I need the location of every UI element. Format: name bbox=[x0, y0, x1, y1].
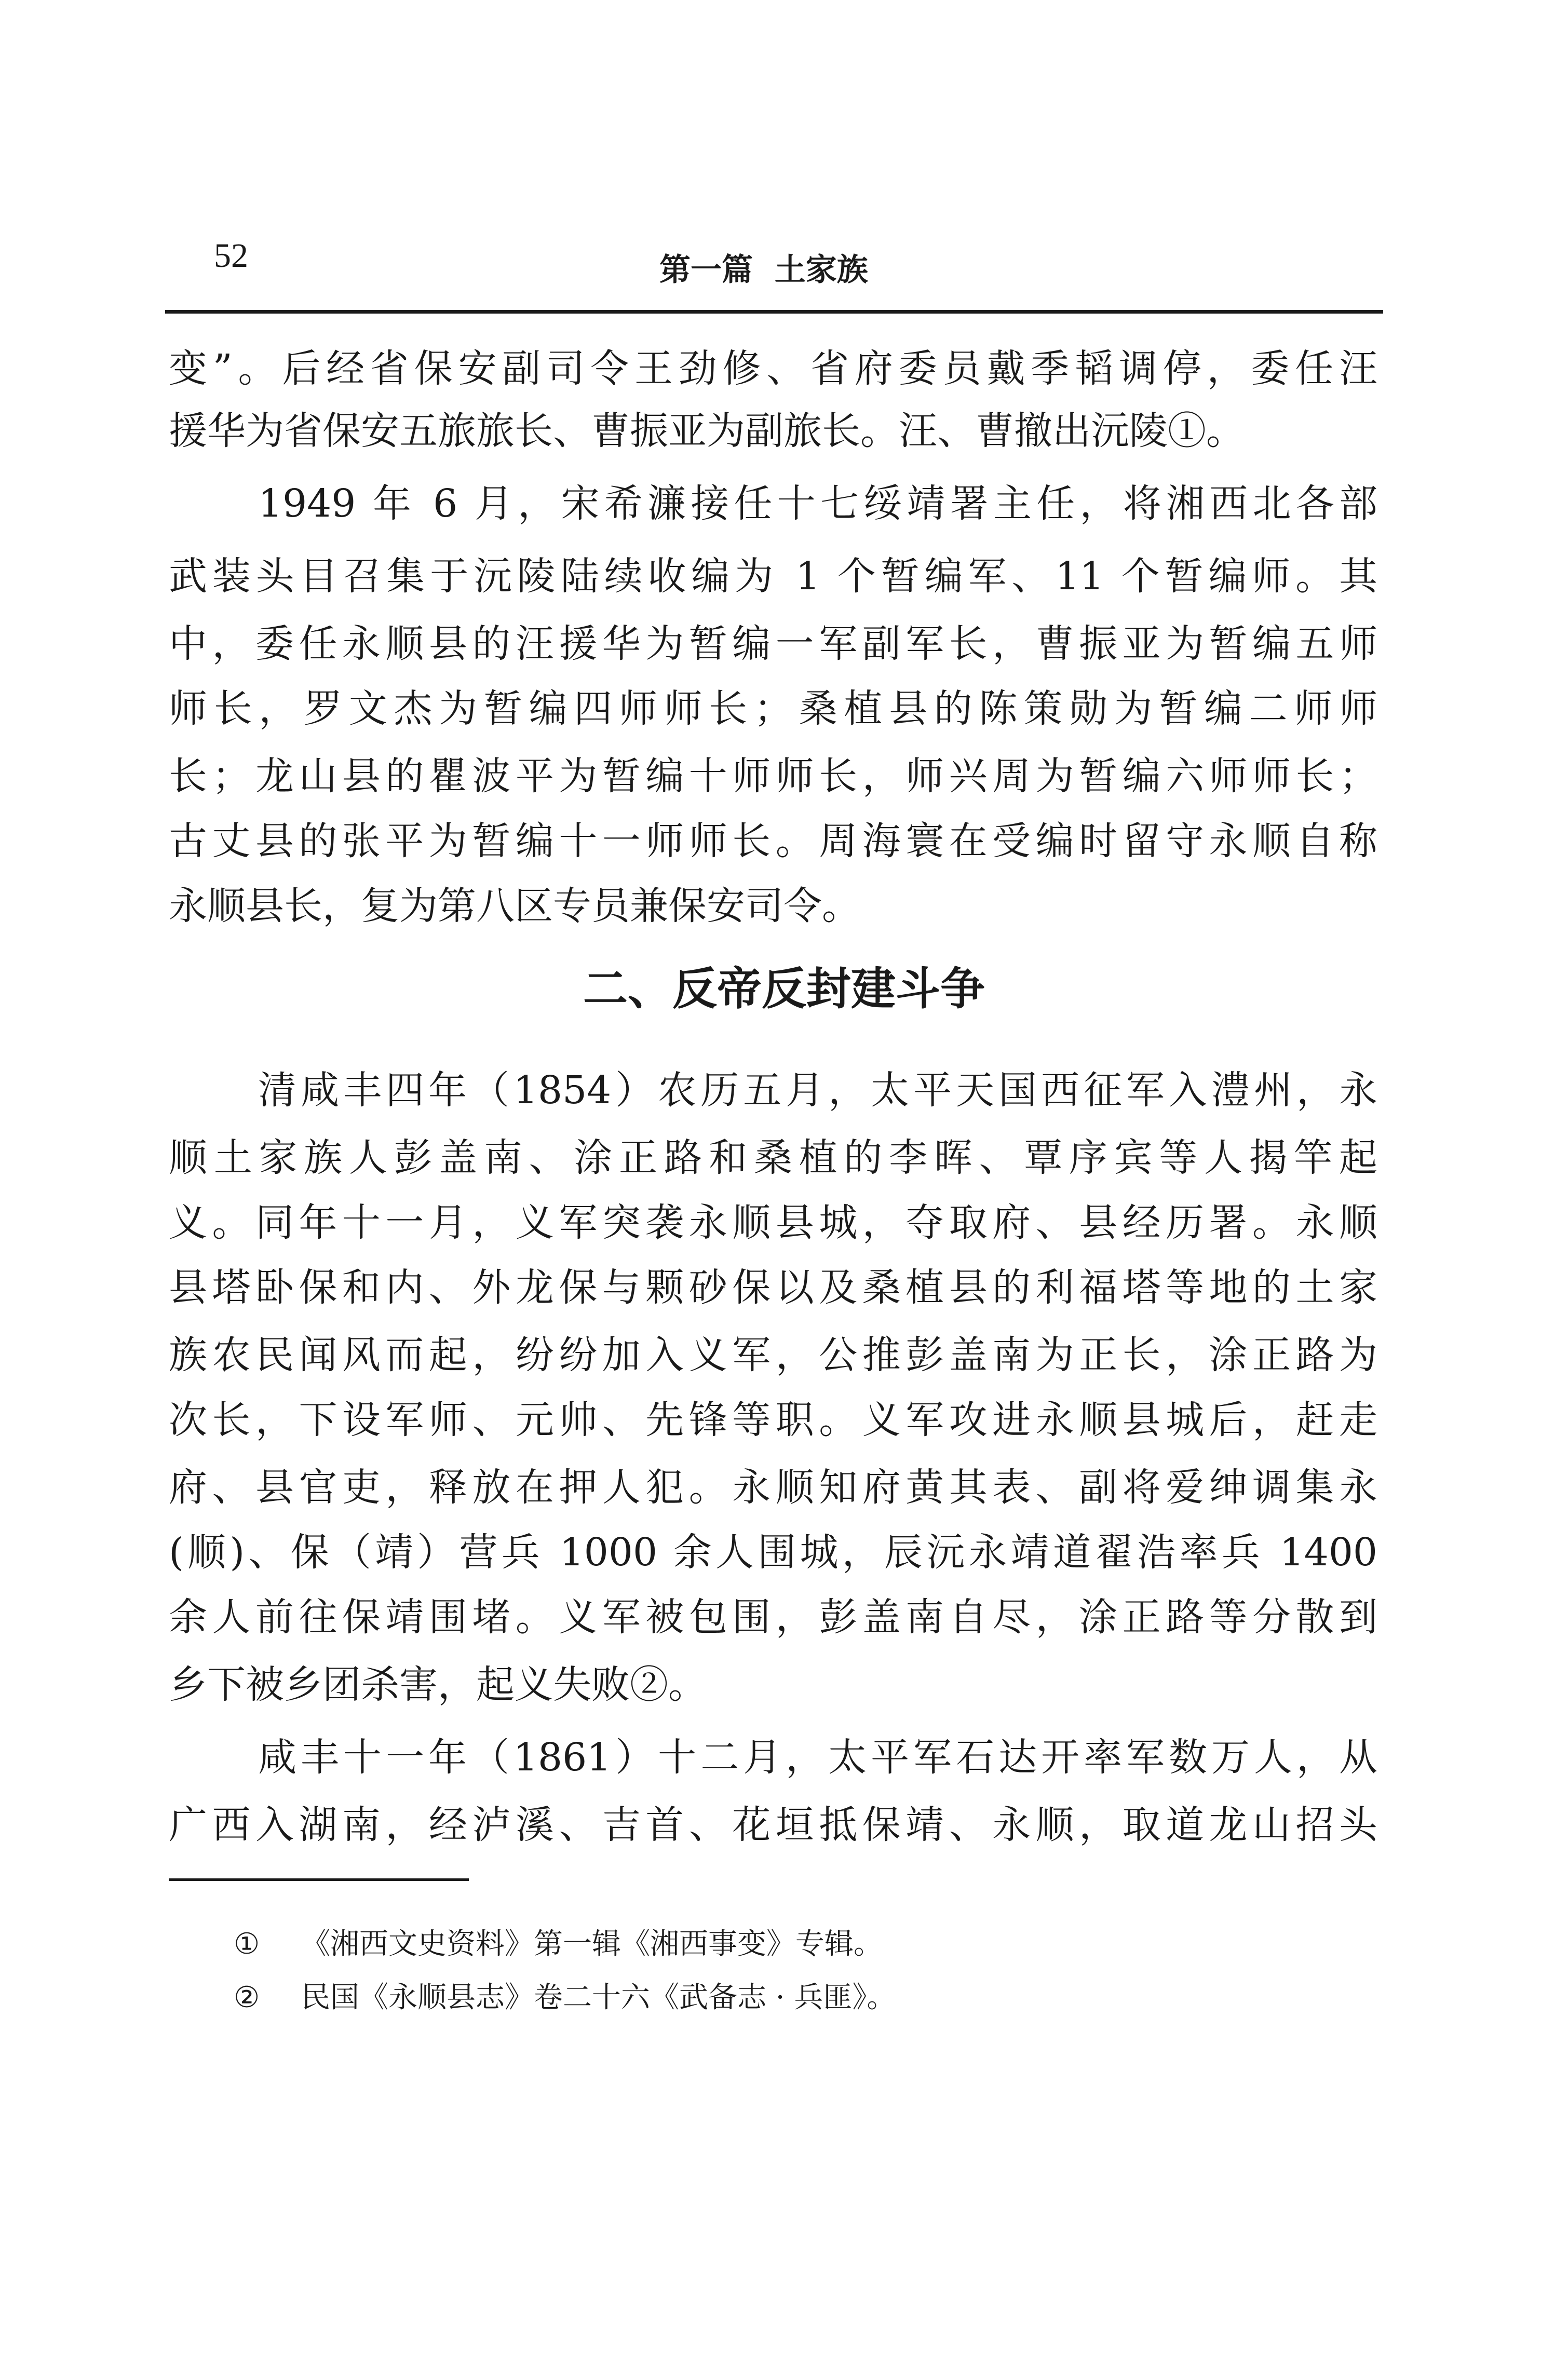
body-line: 中，委任永顺县的汪援华为暂编一军副军长，曹振亚为暂编五师 bbox=[169, 621, 1377, 666]
body-line: 长；龙山县的瞿波平为暂编十师师长，师兴周为暂编六师师长； bbox=[169, 754, 1377, 798]
body-line: 乡下被乡团杀害，起义失败②。 bbox=[169, 1662, 707, 1707]
body-line: 余人前往保靖围堵。义军被包围，彭盖南自尽，涂正路等分散到 bbox=[169, 1595, 1377, 1640]
body-line: 古丈县的张平为暂编十一师师长。周海寰在受编时留守永顺自称 bbox=[169, 819, 1377, 863]
page-number: 52 bbox=[214, 237, 248, 275]
body-line: 清咸丰四年（1854）农历五月，太平天国西征军入澧州，永 bbox=[258, 1068, 1377, 1113]
footnote-marker: ① bbox=[234, 1927, 260, 1961]
footnote-text: 民国《永顺县志》卷二十六《武备志 · 兵匪》。 bbox=[301, 1981, 896, 2014]
body-line: 援华为省保安五旅旅长、曹振亚为副旅长。汪、曹撤出沅陵①。 bbox=[169, 409, 1245, 453]
section-heading: 二、反帝反封建斗争 bbox=[583, 963, 985, 1015]
body-line: 变”。后经省保安副司令王劲修、省府委员戴季韬调停，委任汪 bbox=[169, 346, 1377, 391]
running-title: 第一篇 土家族 bbox=[659, 252, 868, 288]
footnote bbox=[234, 1924, 883, 1965]
footnote-rule bbox=[169, 1878, 469, 1881]
body-line: 次长，下设军师、元帅、先锋等职。义军攻进永顺县城后，赶走 bbox=[169, 1398, 1377, 1442]
body-line: 县塔卧保和内、外龙保与颗砂保以及桑植县的利福塔等地的土家 bbox=[169, 1265, 1377, 1310]
body-line: 广西入湖南，经泸溪、吉首、花垣抵保靖、永顺，取道龙山招头 bbox=[169, 1803, 1377, 1847]
body-line: 1949 年 6 月，宋希濂接任十七绥靖署主任，将湘西北各部 bbox=[258, 481, 1377, 526]
body-line: 义。同年十一月，义军突袭永顺县城，夺取府、县经历署。永顺 bbox=[169, 1200, 1377, 1245]
body-line: 永顺县长，复为第八区专员兼保安司令。 bbox=[169, 884, 860, 928]
body-line: 咸丰十一年（1861）十二月，太平军石达开率军数万人，从 bbox=[258, 1735, 1377, 1780]
body-line: 族农民闻风而起，纷纷加入义军，公推彭盖南为正长，涂正路为 bbox=[169, 1333, 1377, 1377]
body-line: 顺土家族人彭盖南、涂正路和桑植的李晖、覃序宾等人揭竿起 bbox=[169, 1135, 1377, 1180]
body-line: 府、县官吏，释放在押人犯。永顺知府黄其表、副将爱绅调集永 bbox=[169, 1465, 1377, 1510]
body-line: 师长，罗文杰为暂编四师师长；桑植县的陈策勋为暂编二师师 bbox=[169, 686, 1377, 731]
body-line: 武装头目召集于沅陵陆续收编为 1 个暂编军、11 个暂编师。其 bbox=[169, 554, 1377, 599]
header-rule bbox=[165, 310, 1383, 314]
body-line: (顺)、保（靖）营兵 1000 余人围城，辰沅永靖道翟浩率兵 1400 bbox=[169, 1530, 1377, 1575]
footnote bbox=[234, 1977, 896, 2019]
footnote-marker: ② bbox=[234, 1981, 260, 2014]
footnote-text: 《湘西文史资料》第一辑《湘西事变》专辑。 bbox=[301, 1927, 883, 1961]
